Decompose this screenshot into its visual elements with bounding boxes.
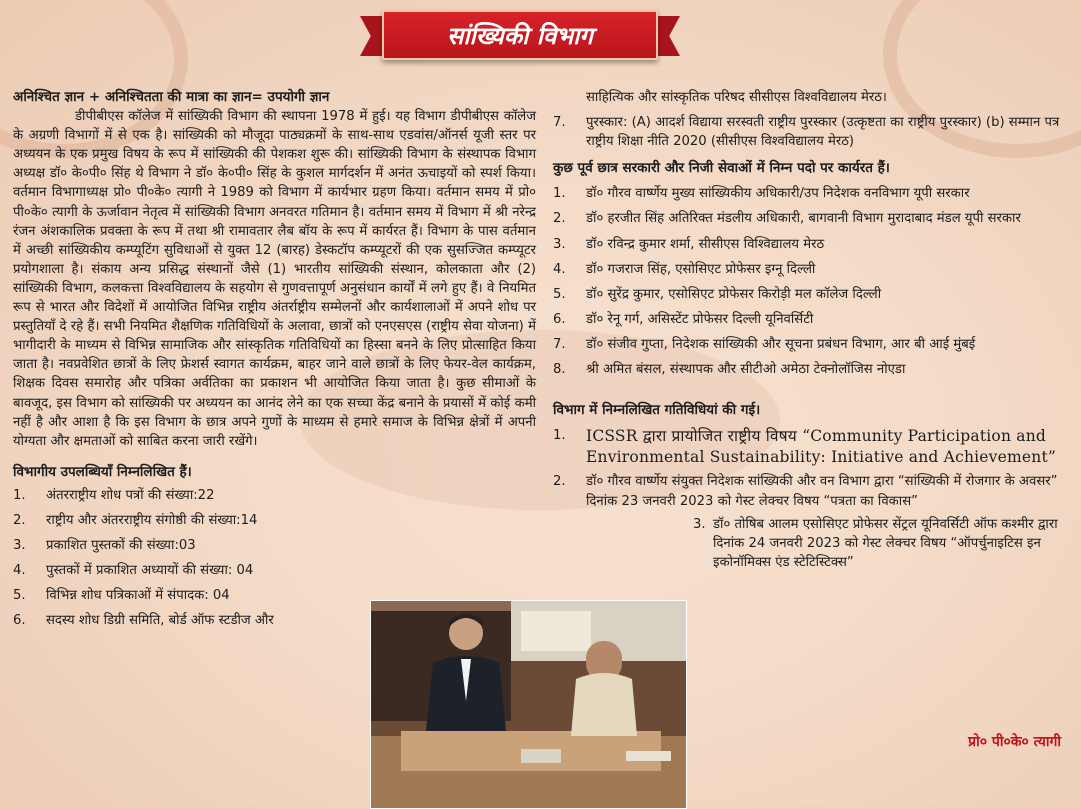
page-title: सांख्यिकी विभाग bbox=[447, 20, 593, 50]
list-item: 7. पुरस्कार: (A) आदर्श विद्याया सरस्वती राष्ट्रीय पुरस्कार (उत्कृष्टता का राष्ट्रीय पुरस्कार) (b) सम्मान पत्र राष्ट्रीय शिक्षा नीति 2020 (सीसीएस विश्वविद्यालय मेरठ) bbox=[553, 115, 1060, 150]
list-item: 2. राष्ट्रीय और अंतरराष्ट्रीय संगोष्ठी की संख्या:14 bbox=[13, 512, 258, 528]
list-item: 5. डॉ० सुरेंद्र कुमार, एसोसिएट प्रोफेसर किरोड़ी मल कॉलेज दिल्ली bbox=[553, 286, 882, 302]
list-item: 7. डॉ० संजीव गुप्ता, निदेशक सांख्यिकी और सूचना प्रबंधन विभाग, आर बी आई मुंबई bbox=[553, 336, 976, 352]
photo-illustration bbox=[371, 601, 686, 808]
list-item: 3. डॉ० तोषिब आलम एसोसिएट प्रोफेसर सेंट्रल यूनिवर्सिटी ऑफ कश्मीर द्वारा दिनांक 24 जनवरी 2023 को गेस्ट लेक्चर विषय “ऑपर्चुनाइटिस इन इकोनॉमिक्स एंड स्टेटिस्टिक्स” bbox=[693, 516, 1058, 570]
list-item: 1. अंतरराष्ट्रीय शोध पत्रों की संख्या:22 bbox=[13, 487, 215, 503]
list-item: 2. डॉ० हरजीत सिंह अतिरिक्त मंडलीय अधिकारी, बागवानी विभाग मुरादाबाद मंडल यूपी सरकार bbox=[553, 211, 1021, 227]
alumni-list bbox=[553, 184, 1068, 379]
title-banner bbox=[360, 6, 680, 68]
list-item: 8. श्री अमित बंसल, संस्थापक और सीटीओ अमेठा टेक्नोलॉजिस नोएडा bbox=[553, 362, 906, 378]
intro-heading: अनिश्चित ज्ञान + अनिश्चितता की मात्रा का ज्ञान= उपयोगी ज्ञान bbox=[13, 89, 330, 105]
activities-heading: विभाग में निम्नलिखित गतिविधियां की गई। bbox=[553, 402, 761, 419]
list-item: 4. डॉ० गजराज सिंह, एसोसिएट प्रोफेसर इग्नू दिल्ली bbox=[553, 261, 816, 277]
list-item: 1. ICSSR द्वारा प्रायोजित राष्ट्रीय विषय “Community Participation and Environmental Sustainability: Initiative and Achievement” bbox=[553, 427, 1057, 467]
continued-text: साहित्यिक और सांस्कृतिक परिषद सीसीएस विश्वविद्यालय मेरठ। bbox=[586, 90, 887, 105]
list-item: 6. डॉ० रेनू गर्ग, असिस्टेंट प्रोफेसर दिल्ली यूनिवर्सिटी bbox=[553, 311, 814, 327]
awards-list bbox=[553, 113, 1068, 151]
list-item: 3. प्रकाशित पुस्तकों की संख्या:03 bbox=[13, 538, 196, 554]
list-item: 6. सदस्य शोध डिग्री समिति, बोर्ड ऑफ स्टडीज और bbox=[13, 613, 274, 629]
intro-paragraph: डीपीबीएस कॉलेज में सांख्यिकी विभाग की स्थापना 1978 में हुई। यह विभाग डीपीबीएस कॉलेज के अग्रणी विभागों में से एक है। सांख्यिकी को मौजूदा पाठ्यक्रमों के साथ-साथ एडवांस/ऑनर्स यूजी स्तर पर अध्ययन के एक प्रमुख विषय के रूप में सांख्यिकी की पेशकश शुरू की। सांख्यिकी विभाग के संस्थापक विभाग अध्यक्ष डॉ० के०पी० सिंह थे विभाग ने डॉ० के०पी० सिंह के कुशल मार्गदर्शन में अनंत ऊचाइयों को स्पर्श किया। वर्तमान विभागाध्यक्ष प्रो० पी०के० त्यागी ने 1989 को विभाग में कार्यभार ग्रहण किया। वर्तमान समय में प्रो० पी०के० त्यागी के ऊर्जावान नेतृत्व में सांख्यिकी विभाग अनवरत गतिमान है। वर्तमान समय में विभाग में श्री नरेन्द्र रंजन अंशकालिक प्रवक्ता के रूप में तथा श्री रामावतार लैब बॉय के रूप में कार्यरत हैं। विभाग के पास वर्तमान में अच्छी सांख्यिकीय कम्प्यूटिंग सुविधाओं से युक्त 12 (बारह) डेस्कटॉप कम्प्यूटरों की एक सुसज्जित कम्प्यूटर प्रयोगशाला है। संकाय अन्य प्रसिद्ध संस्थानों जैसे (1) भारतीय सांख्यिकी संस्थान, कोलकाता और (2) सांख्यिकी विभाग, कलकत्ता विश्वविद्यालय के सहयोग से गुणवत्तापूर्ण अनुसंधान कार्यों में लगे हुए हैं। वे नियमित रूप से भारत और विदेशों में आयोजित विभिन्न राष्ट्रीय अंतर्राष्ट्रीय सम्मेलनों और कार्यशालाओं में अपने शोध पर प्रस्तुतियाँ दे रहे हैं। सभी नियमित शैक्षणिक गतिविधियों के अलावा, छात्रों को एनएसएस (राष्ट्रीय सेवा योजना) में भागीदारी के माध्यम से विभिन्न सामाजिक और सांस्कृतिक गतिविधियों का हिस्सा बनने के लिए प्रोत्साहित किया जाता है। नवप्रवेशित छात्रों के लिए फ्रेशर्स स्वागत कार्यक्रम, बाहर जाने वाले छात्रों के लिए फेयर-वेल कार्यक्रम, शिक्षक दिवस समारोह और पत्रिका अर्वतिका का प्रकाशन भी आयोजित किया जाता है। कुछ सीमाओं के बावजूद, इस विभाग को सांख्यिकी पर अध्ययन का आनंद लेने का एक सच्चा केंद्र बनाने के प्रयासों में कोई कमी नहीं है और आशा है कि इस विभाग के छात्र अपने गुणों के माध्यम से हमारे समाज के विभिन्न क्षेत्रों में अपनी योग्यता और क्षमताओं को साबित करना जारी रखेंगे। bbox=[13, 109, 536, 449]
department-photo bbox=[370, 600, 687, 809]
list-item: 5. विभिन्न शोध पत्रिकाओं में संपादक: 04 bbox=[13, 588, 230, 604]
list-item: 1. डॉ० गौरव वार्ष्णेय मुख्य सांख्यिकीय अधिकारी/उप निदेशक वनविभाग यूपी सरकार bbox=[553, 186, 970, 202]
list-item: 4. पुस्तकों में प्रकाशित अध्यायों की संख्या: 04 bbox=[13, 563, 254, 579]
banner-body bbox=[382, 10, 658, 60]
right-column bbox=[553, 88, 1068, 576]
activities-list bbox=[553, 426, 1068, 572]
list-item: 3. डॉ० रविन्द्र कुमार शर्मा, सीसीएस विश्विद्यालय मेरठ bbox=[553, 236, 825, 252]
left-column bbox=[13, 88, 536, 636]
signature: प्रो० पी०के० त्यागी bbox=[968, 734, 1061, 750]
alumni-heading: कुछ पूर्व छात्र सरकारी और निजी सेवाओं में निम्न पदो पर कार्यरत हैं। bbox=[553, 160, 890, 177]
achievements-heading: विभागीय उपलब्धियाँ निम्नलिखित हैं। bbox=[13, 463, 192, 480]
list-item: 2. डॉ० गौरव वार्ष्णेय संयुक्त निदेशक सांख्यिकी और वन विभाग द्वारा “सांख्यिकी में रोजगार के अवसर” दिनांक 23 जनवरी 2023 को गेस्ट लेक्चर विषय “पत्रता का विकास” bbox=[553, 474, 1058, 509]
